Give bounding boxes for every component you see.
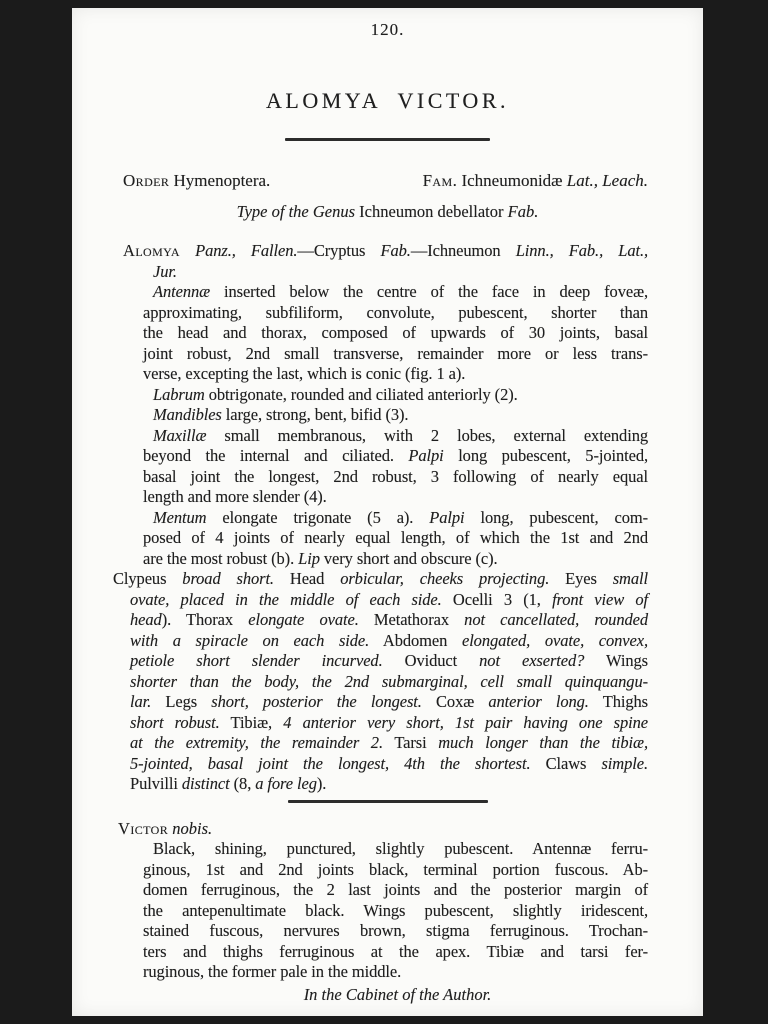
text-run: large, strong, bent, bifid (3).	[221, 405, 409, 424]
species-description-paragraph	[113, 839, 648, 983]
text-run: broad short.	[182, 569, 274, 588]
text-run: domen ferruginous, the 2 last joints and the posterior margin of	[143, 880, 648, 899]
text-run: shorter than the body, the 2nd submarginal, cell small quinquangu-	[130, 671, 648, 691]
text-line	[143, 860, 648, 881]
text-run: Victor	[118, 818, 169, 838]
text-run: Palpi	[429, 507, 465, 527]
cabinet-footer	[72, 985, 703, 1005]
text-run: orbicular, cheeks projecting.	[340, 569, 550, 588]
text-run: inserted below the centre of the face in deep foveæ,	[210, 282, 648, 301]
text-line	[143, 467, 648, 488]
text-line	[130, 713, 648, 734]
text-run: Labrum	[153, 384, 205, 404]
text-run: (8,	[229, 774, 256, 793]
text-run: Fam.	[422, 171, 458, 190]
text-line	[143, 528, 648, 549]
text-run: very short and obscure (c).	[319, 548, 498, 568]
text-run: petiole short slender incurved.	[130, 651, 383, 670]
text-run: In the Cabinet of the Author.	[303, 984, 492, 1004]
text-run: a fore leg	[255, 774, 317, 793]
text-run: 4 anterior very short, 1st pair having one spine	[283, 712, 648, 732]
text-run: nobis.	[168, 818, 213, 838]
text-line	[143, 942, 648, 963]
text-run: Mentum	[153, 507, 207, 527]
text-line	[143, 901, 648, 922]
text-run: Claws	[530, 753, 602, 773]
text-run: Mandibles	[153, 405, 222, 424]
text-run: ovate, placed in the middle of each side.	[130, 589, 442, 609]
maxillae-paragraph	[113, 426, 648, 508]
text-line	[153, 839, 648, 860]
text-run: Antennæ	[153, 282, 211, 301]
book-page	[72, 8, 703, 1016]
text-line	[143, 549, 648, 570]
mentum-paragraph	[113, 508, 648, 570]
text-run: lar.	[130, 692, 152, 711]
text-run: with a spiracle on each side.	[130, 630, 370, 650]
text-run: not exserted?	[479, 651, 585, 670]
text-line	[130, 692, 648, 713]
text-run: —Cryptus	[297, 241, 381, 260]
text-line	[143, 962, 648, 983]
text-run: Fab.	[380, 241, 411, 260]
text-run: Hymenoptera.	[169, 171, 271, 190]
text-run: ruginous, the former pale in the middle.	[143, 962, 402, 981]
text-run: at the extremity, the remainder 2.	[130, 733, 383, 752]
clypeus-paragraph	[113, 569, 648, 795]
text-run: obtrigonate, rounded and ciliated anteriorly (2).	[204, 384, 518, 404]
text-run: Fab.	[507, 202, 539, 221]
text-run: Palpi	[408, 446, 444, 465]
text-line	[153, 508, 648, 529]
text-run: Head	[273, 569, 341, 588]
text-run: Linn., Fab., Lat.,	[515, 241, 648, 260]
labrum-paragraph	[113, 385, 648, 406]
text-run: long pubescent, 5-jointed,	[443, 446, 648, 465]
text-run: joint robust, 2nd small transverse, remainder more or less trans-	[143, 343, 648, 363]
type-of-genus-line	[72, 202, 703, 222]
text-run: small	[612, 569, 648, 588]
text-run: Alomya	[123, 241, 180, 260]
text-run: Metathorax	[358, 610, 465, 629]
text-run: not cancellated, rounded	[464, 610, 648, 629]
text-run: the head and thorax, composed of upwards of 30 joints, basal	[143, 323, 648, 342]
text-run: length and more slender (4).	[143, 487, 327, 506]
text-line	[130, 733, 648, 754]
species-title: ALOMYA VICTOR.	[266, 88, 509, 113]
text-line	[143, 364, 648, 385]
text-run: short, posterior the longest.	[211, 692, 422, 711]
text-line	[130, 672, 648, 693]
text-run: Ocelli 3 (1,	[441, 589, 553, 609]
text-run: Thighs	[588, 692, 648, 711]
text-run: Ichneumon debellator	[359, 202, 508, 221]
text-run: Abdomen	[369, 630, 462, 650]
text-run: Panz., Fallen.	[179, 241, 298, 260]
text-run: stained fuscous, nervures brown, stigma ferruginous. Trochan-	[143, 921, 648, 940]
text-line	[143, 303, 648, 324]
order-name	[123, 171, 270, 191]
text-line	[113, 569, 648, 590]
text-run: the antepenultimate black. Wings pubescent, slightly iridescent,	[143, 900, 648, 920]
text-run: approximating, subfiliform, convolute, pubescent, shorter than	[143, 302, 648, 322]
text-run: Order	[123, 171, 170, 190]
text-run: Lip	[298, 548, 320, 568]
text-run: elongated, ovate, convex,	[461, 630, 648, 650]
text-line	[130, 631, 648, 652]
text-run: 5-jointed, basal joint the longest, 4th the shortest.	[130, 753, 531, 773]
order-family-line	[123, 171, 648, 191]
text-run: Tibiæ,	[219, 712, 284, 732]
text-line	[130, 774, 648, 795]
text-line	[130, 590, 648, 611]
text-run: verse, excepting the last, which is conic (fig. 1 a).	[143, 364, 466, 383]
antennae-paragraph	[113, 282, 648, 385]
text-run: long, pubescent, com-	[464, 507, 648, 527]
text-run: ).	[316, 774, 327, 793]
text-line	[143, 880, 648, 901]
text-run: Eyes	[549, 569, 613, 588]
text-line	[143, 323, 648, 344]
text-run: ginous, 1st and 2nd joints black, terminal portion fuscous. Ab-	[143, 859, 648, 879]
text-line	[153, 262, 648, 283]
text-run: Lat., Leach.	[566, 171, 648, 190]
text-line	[130, 651, 648, 672]
mandibles-paragraph	[113, 405, 648, 426]
text-line	[143, 487, 648, 508]
text-run: anterior long.	[488, 692, 589, 711]
text-run: Coxæ	[421, 692, 489, 711]
text-run: much longer than the tibiæ,	[438, 733, 648, 752]
text-line	[130, 754, 648, 775]
text-run: Tarsi	[382, 733, 439, 752]
text-run: are the most robust (b).	[143, 548, 299, 568]
text-line	[143, 344, 648, 365]
genus-synonymy-paragraph	[113, 241, 648, 282]
text-line	[130, 610, 648, 631]
text-run: Pulvilli	[130, 774, 182, 793]
text-line	[143, 921, 648, 942]
family-name	[423, 171, 648, 191]
text-run: Oviduct	[382, 651, 480, 670]
text-run: Ichneumonidæ	[457, 171, 567, 190]
text-run: Legs	[151, 692, 212, 711]
text-line	[123, 241, 648, 262]
text-line	[143, 446, 648, 467]
text-run: beyond the internal and ciliated.	[143, 446, 409, 465]
text-run: Wings	[584, 651, 648, 670]
text-run: simple.	[601, 753, 648, 773]
text-run: basal joint the longest, 2nd robust, 3 following of nearly equal	[143, 466, 648, 486]
text-run: elongate trigonate (5 a).	[206, 507, 430, 527]
text-run: distinct	[181, 774, 230, 793]
text-line	[153, 385, 648, 406]
text-run: Type of the Genus	[236, 202, 360, 221]
text-run: Jur.	[153, 261, 177, 281]
text-run: ters and thighs ferruginous at the apex. Tibiæ and tarsi fer-	[143, 941, 648, 961]
text-run: small membranous, with 2 lobes, external extending	[206, 425, 648, 445]
text-run: Black, shining, punctured, slightly pubescent. Antennæ ferru-	[153, 839, 648, 858]
text-run: ). Thorax	[161, 610, 249, 629]
text-run: front view of	[552, 589, 648, 609]
text-run: —Ichneumon	[410, 241, 516, 260]
text-line	[153, 426, 648, 447]
text-line	[153, 282, 648, 303]
title-divider-rule	[285, 138, 490, 141]
page-number: 120.	[370, 20, 405, 39]
text-run: elongate ovate.	[248, 610, 359, 629]
text-run: Maxillæ	[153, 425, 207, 445]
text-run: head	[130, 610, 162, 629]
text-run: short robust.	[130, 712, 220, 732]
text-line	[153, 405, 648, 426]
text-run: posed of 4 joints of nearly equal length, of which the 1st and 2nd	[143, 528, 648, 547]
section-divider-rule	[288, 800, 488, 803]
text-run: Clypeus	[113, 569, 183, 588]
species-heading	[118, 819, 703, 840]
